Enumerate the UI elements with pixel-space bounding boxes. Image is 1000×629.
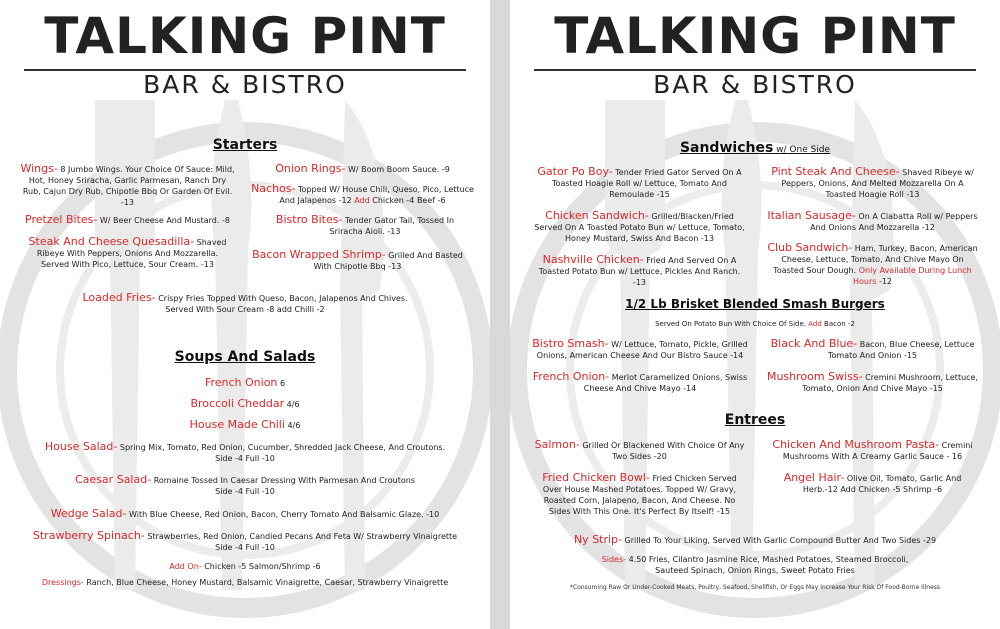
item-desc: Grilled/Blacken/Fried Served On A Toasted Potato Bun w/ Lettuce, Tomato, Honey Mustard, Swiss And Bacon -13 xyxy=(534,212,745,243)
item-desc: Grilled Or Blackened With Choice Of Any Two Sides -20 xyxy=(579,441,745,461)
item-name: Club Sandwich- xyxy=(767,241,853,254)
item-name: House Made Chili xyxy=(189,418,285,431)
item-name: Bacon Wrapped Shrimp- xyxy=(252,248,386,261)
item-name: Steak And Cheese Quesadilla- xyxy=(28,235,195,248)
item-desc: Crispy Fries Topped With Queso, Bacon, Jalapenos And Chives. Served With Sour Cream -8 add Chilli -2 xyxy=(155,294,408,314)
item-price: Side -4 Full -10 xyxy=(215,487,275,496)
item-name: Bistro Smash- xyxy=(532,337,609,350)
menu-item-club-sandwich xyxy=(765,242,980,287)
item-price: -12 xyxy=(876,277,893,286)
item-desc: Shaved Ribeye w/ Peppers, Onions, And Melted Mozzarella On A Toasted Hoagie Roll -13 xyxy=(781,168,974,199)
menu-item-onion-rings xyxy=(255,163,470,175)
menu-item-italian-sausage xyxy=(765,210,980,233)
entrees-heading: Entrees xyxy=(724,412,786,428)
burgers-sub-add: Add xyxy=(808,320,822,328)
item-name: Gator Po Boy- xyxy=(537,165,613,178)
item-desc: Tender Gator Tail, Tossed In Sriracha Aioli. -13 xyxy=(329,216,455,236)
item-name: Onion Rings- xyxy=(275,162,346,175)
item-price: Side -4 Full -10 xyxy=(215,543,275,552)
menu-item-french-onion-soup xyxy=(145,377,345,389)
item-name: Chicken Sandwich- xyxy=(545,209,649,222)
item-desc: W/ Beer Cheese And Mustard. -8 xyxy=(97,216,230,225)
menu-item-wedge-salad xyxy=(20,508,470,520)
burgers-heading: 1/2 Lb Brisket Blended Smash Burgers xyxy=(625,297,885,311)
item-name: Nachos- xyxy=(251,182,296,195)
item-price: 4/6 xyxy=(284,400,300,409)
item-desc: Ham, Turkey, Bacon, American Cheese, Lettuce, Tomato, And Chive Mayo On Toasted Sour Dough. xyxy=(773,244,978,275)
item-price: 4/6 xyxy=(284,421,301,430)
item-note: Only Available During Lunch Hours xyxy=(852,266,972,286)
sides-label: Sides- xyxy=(601,555,627,564)
menu-item-fried-chicken-bowl xyxy=(532,472,747,517)
item-name: Italian Sausage- xyxy=(767,209,856,222)
item-desc: Spring Mix, Tomato, Red Onion, Cucumber, Shredded Jack Cheese, And Croutons. xyxy=(117,443,446,452)
item-desc: Strawberries, Red Onion, Candied Pecans And Feta W/ Strawberry Vinaigrette xyxy=(144,532,458,541)
menu-page-left xyxy=(0,0,490,629)
item-name: Mushroom Swiss- xyxy=(766,370,863,383)
item-desc: Romaine Tossed In Caesar Dressing With Parmesan And Croutons xyxy=(151,476,415,485)
item-name: Caesar Salad- xyxy=(75,473,152,486)
item-name: Angel Hair- xyxy=(783,471,845,484)
item-name: House Salad- xyxy=(44,440,118,453)
menu-item-gator-po-boy xyxy=(532,166,747,200)
item-name: Wings- xyxy=(20,162,58,175)
item-name: French Onion xyxy=(204,376,278,389)
menu-item-ny-strip xyxy=(530,534,980,546)
sandwiches-note: w/ One Side xyxy=(773,145,831,155)
item-name: Pint Steak And Cheese- xyxy=(771,165,900,178)
menu-item-broccoli-cheddar xyxy=(145,398,345,410)
item-add-label: Add xyxy=(354,196,370,205)
item-desc: Topped W/ House Chili, Queso, Pico, Lettuce And Jalapenos -12 xyxy=(279,185,474,205)
item-name: Black And Blue- xyxy=(770,337,858,350)
item-desc: Fried Chicken Served Over House Mashed Potatoes. Topped W/ Gravy, Roasted Corn, Jalapeno, Bacon, And Cheese. No Sides With This One. It's Perfect By Itself! -15 xyxy=(542,474,737,516)
item-desc: Shaved Ribeye With Peppers, Onions And Mozzarella. Served With Pico, Lettuce, Sour Cream. -13 xyxy=(36,238,227,269)
add-on-desc: Chicken -5 Salmon/Shrimp -6 xyxy=(201,562,321,571)
item-desc: Olive Oil, Tomato, Garlic And Herb.-12 Add Chicken -5 Shrimp -6 xyxy=(802,474,962,494)
add-on-label: Add On- xyxy=(169,562,202,571)
menu-item-nashville-chicken xyxy=(532,254,747,288)
dressings-label: Dressings- xyxy=(41,578,84,587)
menu-item-french-onion-burger xyxy=(530,371,750,394)
brand-name: TALKING PINT xyxy=(554,7,956,65)
item-desc: Merlot Caramelized Onions, Swiss Cheese And Chive Mayo -14 xyxy=(583,373,748,393)
starters-heading: Starters xyxy=(212,137,278,153)
menu-item-bacon-shrimp xyxy=(250,249,465,272)
sides-desc: 4.50 Fries, Cilantro Jasmine Rice, Mashed Potatoes, Steamed Broccoli, Sauteed Spinach, Onion Rings, Sweet Potato Fries xyxy=(626,555,909,575)
menu-item-pint-steak xyxy=(765,166,980,200)
menu-item-house-chili xyxy=(145,419,345,431)
menu-item-strawberry-spinach xyxy=(20,530,470,553)
item-price: Side -4 Full -10 xyxy=(215,454,275,463)
item-name: Pretzel Bites- xyxy=(25,213,98,226)
item-desc: Grilled To Your Liking, Served With Garlic Compound Butter And Two Sides -29 xyxy=(622,536,937,545)
item-desc: Grilled And Basted With Chipotle Bbq -13 xyxy=(313,251,463,271)
burgers-sub: Served On Potato Bun With Choice Of Side. xyxy=(655,320,809,328)
item-name: Strawberry Spinach- xyxy=(32,529,145,542)
brand-name: TALKING PINT xyxy=(44,7,446,65)
item-desc: 8 Jumbo Wings. Your Choice Of Sauce: Mild, Hot, Honey Sriracha, Garlic Parmesan, Ranch Dry Rub, Cajun Dry Rub, Chipotle Bbq Or Garden Of Evil. -13 xyxy=(22,165,235,207)
item-desc: Cremini Mushroom, Lettuce, Tomato, Onion And Chive Mayo -15 xyxy=(802,373,979,393)
item-desc: Cremini Mushrooms With A Creamy Garlic Sauce - 16 xyxy=(782,441,973,461)
menu-item-angel-hair xyxy=(765,472,980,495)
menu-page-right xyxy=(510,0,1000,629)
item-add-desc: Chicken -4 Beef -6 xyxy=(369,196,446,205)
menu-item-caesar-salad xyxy=(40,474,450,497)
brand-tagline: BAR & BISTRO xyxy=(143,70,347,99)
menu-item-bistro-bites xyxy=(260,214,470,237)
item-desc: W/ Lettuce, Tomato, Pickle, Grilled Onions, American Cheese And Our Bistro Sauce -14 xyxy=(536,340,748,360)
burgers-sub-tail: Bacon -2 xyxy=(821,320,855,328)
menu-item-bistro-smash xyxy=(530,338,750,361)
item-desc: Tender Fried Gator Served On A Toasted Hoagie Roll w/ Lettuce, Tomato And Remoulade -15 xyxy=(552,168,742,199)
item-desc: Fried And Served On A Toasted Potato Bun w/ Lettuce, Pickles And Ranch. -13 xyxy=(538,256,741,287)
salad-add-on xyxy=(95,561,395,572)
menu-item-chicken-sandwich xyxy=(532,210,747,244)
burgers-subheading xyxy=(605,319,905,330)
item-name: Bistro Bites- xyxy=(275,213,343,226)
soups-heading: Soups And Salads xyxy=(174,349,316,365)
menu-item-house-salad xyxy=(20,441,470,464)
item-name: Fried Chicken Bowl- xyxy=(542,471,650,484)
item-name: Chicken And Mushroom Pasta- xyxy=(772,438,940,451)
item-name: Salmon- xyxy=(534,438,580,451)
page-gutter xyxy=(490,0,510,629)
menu-item-loaded-fries xyxy=(70,292,420,315)
item-price: 6 xyxy=(277,379,286,388)
menu-item-pretzel xyxy=(20,214,235,226)
item-name: Loaded Fries- xyxy=(82,291,156,304)
menu-item-mushroom-swiss xyxy=(765,371,980,394)
item-desc: On A Ciabatta Roll w/ Peppers And Onions And Mozzarella -12 xyxy=(810,212,978,232)
sandwiches-heading xyxy=(670,140,840,156)
item-name: Broccoli Cheddar xyxy=(190,397,285,410)
menu-item-chicken-mushroom-pasta xyxy=(765,439,980,462)
menu-sides xyxy=(595,554,915,576)
item-desc: W/ Boom Boom Sauce. -9 xyxy=(345,165,450,174)
menu-item-nachos xyxy=(250,183,475,206)
item-name: Ny Strip- xyxy=(573,533,623,546)
item-name: French Onion- xyxy=(532,370,610,383)
menu-item-black-and-blue xyxy=(765,338,980,361)
menu-item-salmon xyxy=(532,439,747,462)
item-name: Wedge Salad- xyxy=(50,507,127,520)
sandwiches-title: Sandwiches xyxy=(679,140,774,156)
food-safety-disclaimer: *Consuming Raw Or Under-Cooked Meats, Poultry, Seafood, Shellfish, Or Eggs May Increase Your Risk Of Food-Borne Illness xyxy=(569,584,941,591)
item-name: Nashville Chicken- xyxy=(542,253,644,266)
menu-item-wings xyxy=(20,163,235,208)
menu-item-quesadilla xyxy=(25,236,230,270)
dressings-desc: Ranch, Blue Cheese, Honey Mustard, Balsamic Vinaigrette, Caesar, Strawberry Vinaigrette xyxy=(83,578,449,587)
brand-tagline: BAR & BISTRO xyxy=(653,70,857,99)
item-desc: With Blue Cheese, Red Onion, Bacon, Cherry Tomato And Balsamic Glaze. -10 xyxy=(126,510,440,519)
item-desc: Bacon, Blue Cheese, Lettuce Tomato And Onion -15 xyxy=(827,340,975,360)
salad-dressings xyxy=(20,577,470,588)
